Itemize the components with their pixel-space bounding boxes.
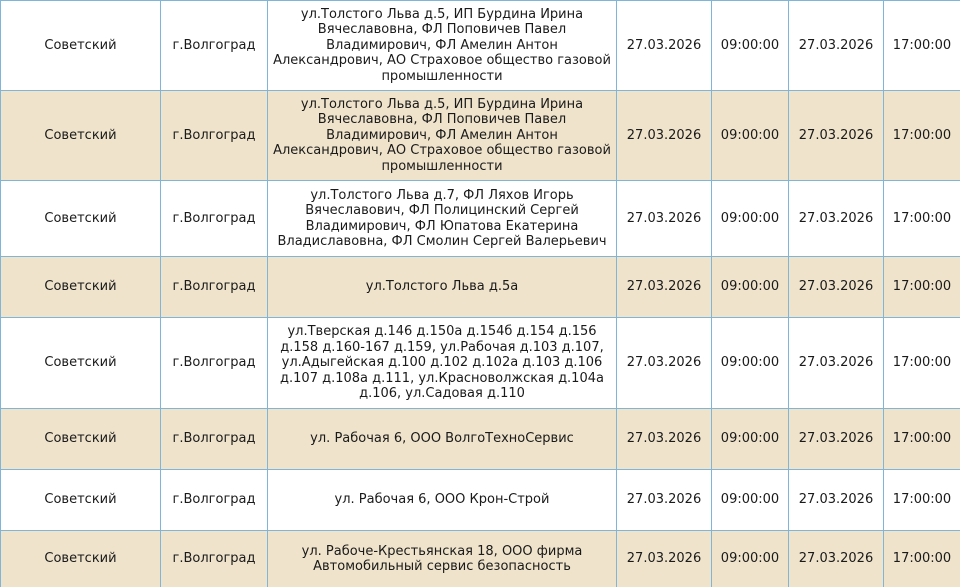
end-date-cell: 27.03.2026 bbox=[789, 181, 884, 257]
end-date-cell: 27.03.2026 bbox=[789, 318, 884, 409]
district-cell: Советский bbox=[1, 470, 161, 531]
end-date-cell: 27.03.2026 bbox=[789, 257, 884, 318]
address-cell: ул.Тверская д.146 д.150а д.154б д.154 д.156 д.158 д.160-167 д.159, ул.Рабочая д.103 д.107, ул.Адыгейская д.100 д.102 д.102а д.103 д.106 д.107 д.108а д.111, ул.Красноволжская д.104а д.106, ул.Садовая д.110 bbox=[268, 318, 617, 409]
city-cell: г.Волгоград bbox=[161, 318, 268, 409]
district-cell: Советский bbox=[1, 91, 161, 181]
end-date-cell: 27.03.2026 bbox=[789, 470, 884, 531]
table-row bbox=[1, 91, 960, 181]
address-cell: ул.Толстого Льва д.5а bbox=[268, 257, 617, 318]
start-time-cell: 09:00:00 bbox=[712, 470, 789, 531]
start-date-cell: 27.03.2026 bbox=[617, 409, 712, 470]
address-cell: ул.Толстого Льва д.7, ФЛ Ляхов Игорь Вячеславович, ФЛ Полицинский Сергей Владимирович, ФЛ Юпатова Екатерина Владиславовна, ФЛ Смолин Сергей Валерьевич bbox=[268, 181, 617, 257]
end-date-cell: 27.03.2026 bbox=[789, 1, 884, 91]
start-date-cell: 27.03.2026 bbox=[617, 257, 712, 318]
end-time-cell: 17:00:00 bbox=[884, 1, 960, 91]
address-cell: ул.Толстого Льва д.5, ИП Бурдина Ирина Вячеславовна, ФЛ Поповичев Павел Владимирович, ФЛ Амелин Антон Александрович, АО Страховое общество газовой промышленности bbox=[268, 91, 617, 181]
city-cell: г.Волгоград bbox=[161, 257, 268, 318]
start-date-cell: 27.03.2026 bbox=[617, 91, 712, 181]
city-cell: г.Волгоград bbox=[161, 470, 268, 531]
end-time-cell: 17:00:00 bbox=[884, 531, 960, 587]
start-time-cell: 09:00:00 bbox=[712, 257, 789, 318]
district-cell: Советский bbox=[1, 318, 161, 409]
address-cell: ул.Толстого Льва д.5, ИП Бурдина Ирина Вячеславовна, ФЛ Поповичев Павел Владимирович, ФЛ Амелин Антон Александрович, АО Страховое общество газовой промышленности bbox=[268, 1, 617, 91]
end-time-cell: 17:00:00 bbox=[884, 181, 960, 257]
end-date-cell: 27.03.2026 bbox=[789, 531, 884, 587]
table-row bbox=[1, 318, 960, 409]
table-row bbox=[1, 257, 960, 318]
start-time-cell: 09:00:00 bbox=[712, 91, 789, 181]
district-cell: Советский bbox=[1, 531, 161, 587]
start-time-cell: 09:00:00 bbox=[712, 1, 789, 91]
start-date-cell: 27.03.2026 bbox=[617, 318, 712, 409]
end-time-cell: 17:00:00 bbox=[884, 318, 960, 409]
address-cell: ул. Рабочая 6, ООО ВолгоТехноСервис bbox=[268, 409, 617, 470]
district-cell: Советский bbox=[1, 1, 161, 91]
district-cell: Советский bbox=[1, 409, 161, 470]
end-time-cell: 17:00:00 bbox=[884, 470, 960, 531]
end-date-cell: 27.03.2026 bbox=[789, 91, 884, 181]
city-cell: г.Волгоград bbox=[161, 181, 268, 257]
start-date-cell: 27.03.2026 bbox=[617, 531, 712, 587]
start-time-cell: 09:00:00 bbox=[712, 181, 789, 257]
table-row bbox=[1, 531, 960, 587]
start-date-cell: 27.03.2026 bbox=[617, 181, 712, 257]
city-cell: г.Волгоград bbox=[161, 409, 268, 470]
district-cell: Советский bbox=[1, 257, 161, 318]
table-row bbox=[1, 409, 960, 470]
start-time-cell: 09:00:00 bbox=[712, 409, 789, 470]
end-time-cell: 17:00:00 bbox=[884, 409, 960, 470]
city-cell: г.Волгоград bbox=[161, 531, 268, 587]
address-cell: ул. Рабочая 6, ООО Крон-Строй bbox=[268, 470, 617, 531]
start-time-cell: 09:00:00 bbox=[712, 318, 789, 409]
start-date-cell: 27.03.2026 bbox=[617, 470, 712, 531]
end-date-cell: 27.03.2026 bbox=[789, 409, 884, 470]
end-time-cell: 17:00:00 bbox=[884, 257, 960, 318]
table-row bbox=[1, 470, 960, 531]
city-cell: г.Волгоград bbox=[161, 1, 268, 91]
city-cell: г.Волгоград bbox=[161, 91, 268, 181]
start-time-cell: 09:00:00 bbox=[712, 531, 789, 587]
start-date-cell: 27.03.2026 bbox=[617, 1, 712, 91]
district-cell: Советский bbox=[1, 181, 161, 257]
end-time-cell: 17:00:00 bbox=[884, 91, 960, 181]
table-row bbox=[1, 1, 960, 91]
address-cell: ул. Рабоче-Крестьянская 18, ООО фирма Автомобильный сервис безопасность bbox=[268, 531, 617, 587]
table-row bbox=[1, 181, 960, 257]
